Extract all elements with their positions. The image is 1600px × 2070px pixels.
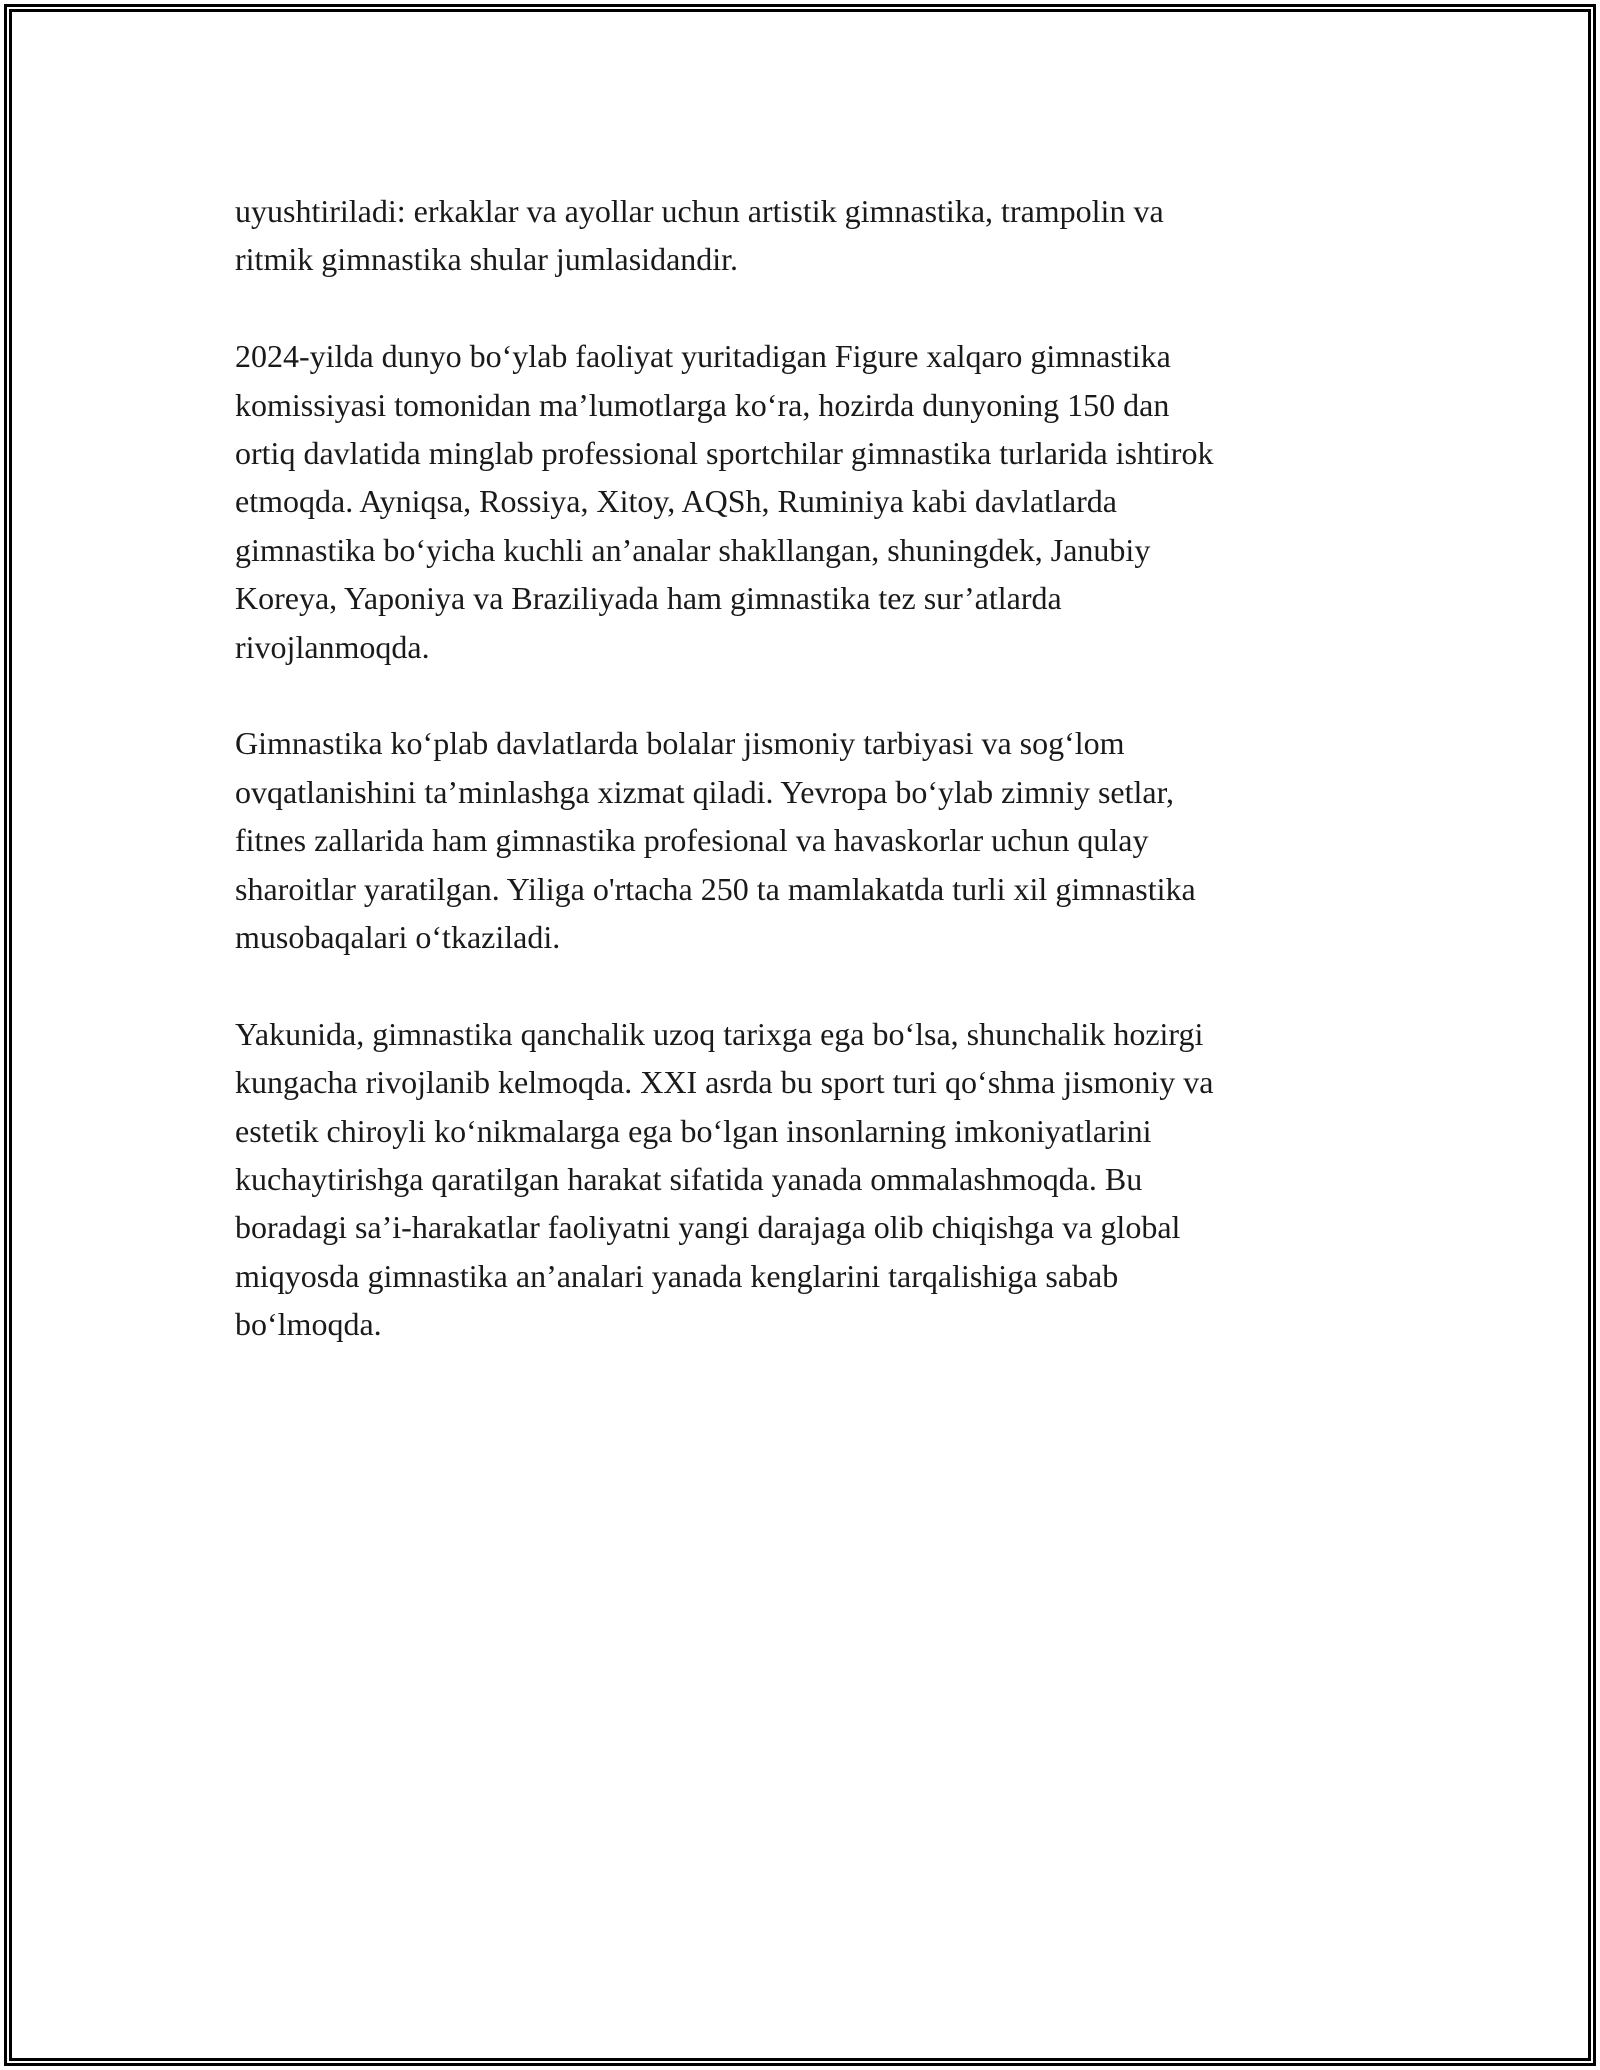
paragraph-2: 2024-yilda dunyo bo‘ylab faoliyat yuritadigan Figure xalqaro gimnastika komissiyasi tomonidan ma’lumotlarga ko‘ra, hozirda dunyoning 150 dan ortiq davlatida minglab professional sportchilar gimnastika turlarida ishtirok etmoqda. Ayniqsa, Rossiya, Xitoy, AQSh, Ruminiya kabi davlatlarda gimnastika bo‘yicha kuchli an’analar shakllangan, shuningdek, Janubiy Koreya, Yaponiya va Braziliyada ham gimnastika tez sur’atlarda rivojlanmoqda. bbox=[235, 338, 1214, 665]
paragraph-4: Yakunida, gimnastika qanchalik uzoq tarixga ega bo‘lsa, shunchalik hozirgi kungacha rivojlanib kelmoqda. XXI asrda bu sport turi qo‘shma jismoniy va estetik chiroyli ko‘nikmalarga ega bo‘lgan insonlarning imkoniyatlarini kuchaytirishga qaratilgan harakat sifatida yanada ommalashmoqda. Bu boradagi sa’i-harakatlar faoliyatni yangi darajaga olib chiqishga va global miqyosda gimnastika an’analari yanada kenglarini tarqalishiga sabab bo‘lmoqda. bbox=[235, 1015, 1214, 1343]
document-body bbox=[235, 187, 1375, 1397]
paragraph-3: Gimnastika ko‘plab davlatlarda bolalar jismoniy tarbiyasi va sog‘lom ovqatlanishini ta’minlashga xizmat qiladi. Yevropa bo‘ylab zimniy setlar, fitnes zallarida ham gimnastika profesional va havaskorlar uchun qulay sharoitlar yaratilgan. Yiliga o'rtacha 250 ta mamlakatda turli xil gimnastika musobaqalari o‘tkaziladi. bbox=[235, 725, 1196, 956]
paragraph-1: uyushtiriladi: erkaklar va ayollar uchun artistik gimnastika, trampolin va ritmik gimnastika shular jumlasidandir. bbox=[235, 193, 1164, 278]
